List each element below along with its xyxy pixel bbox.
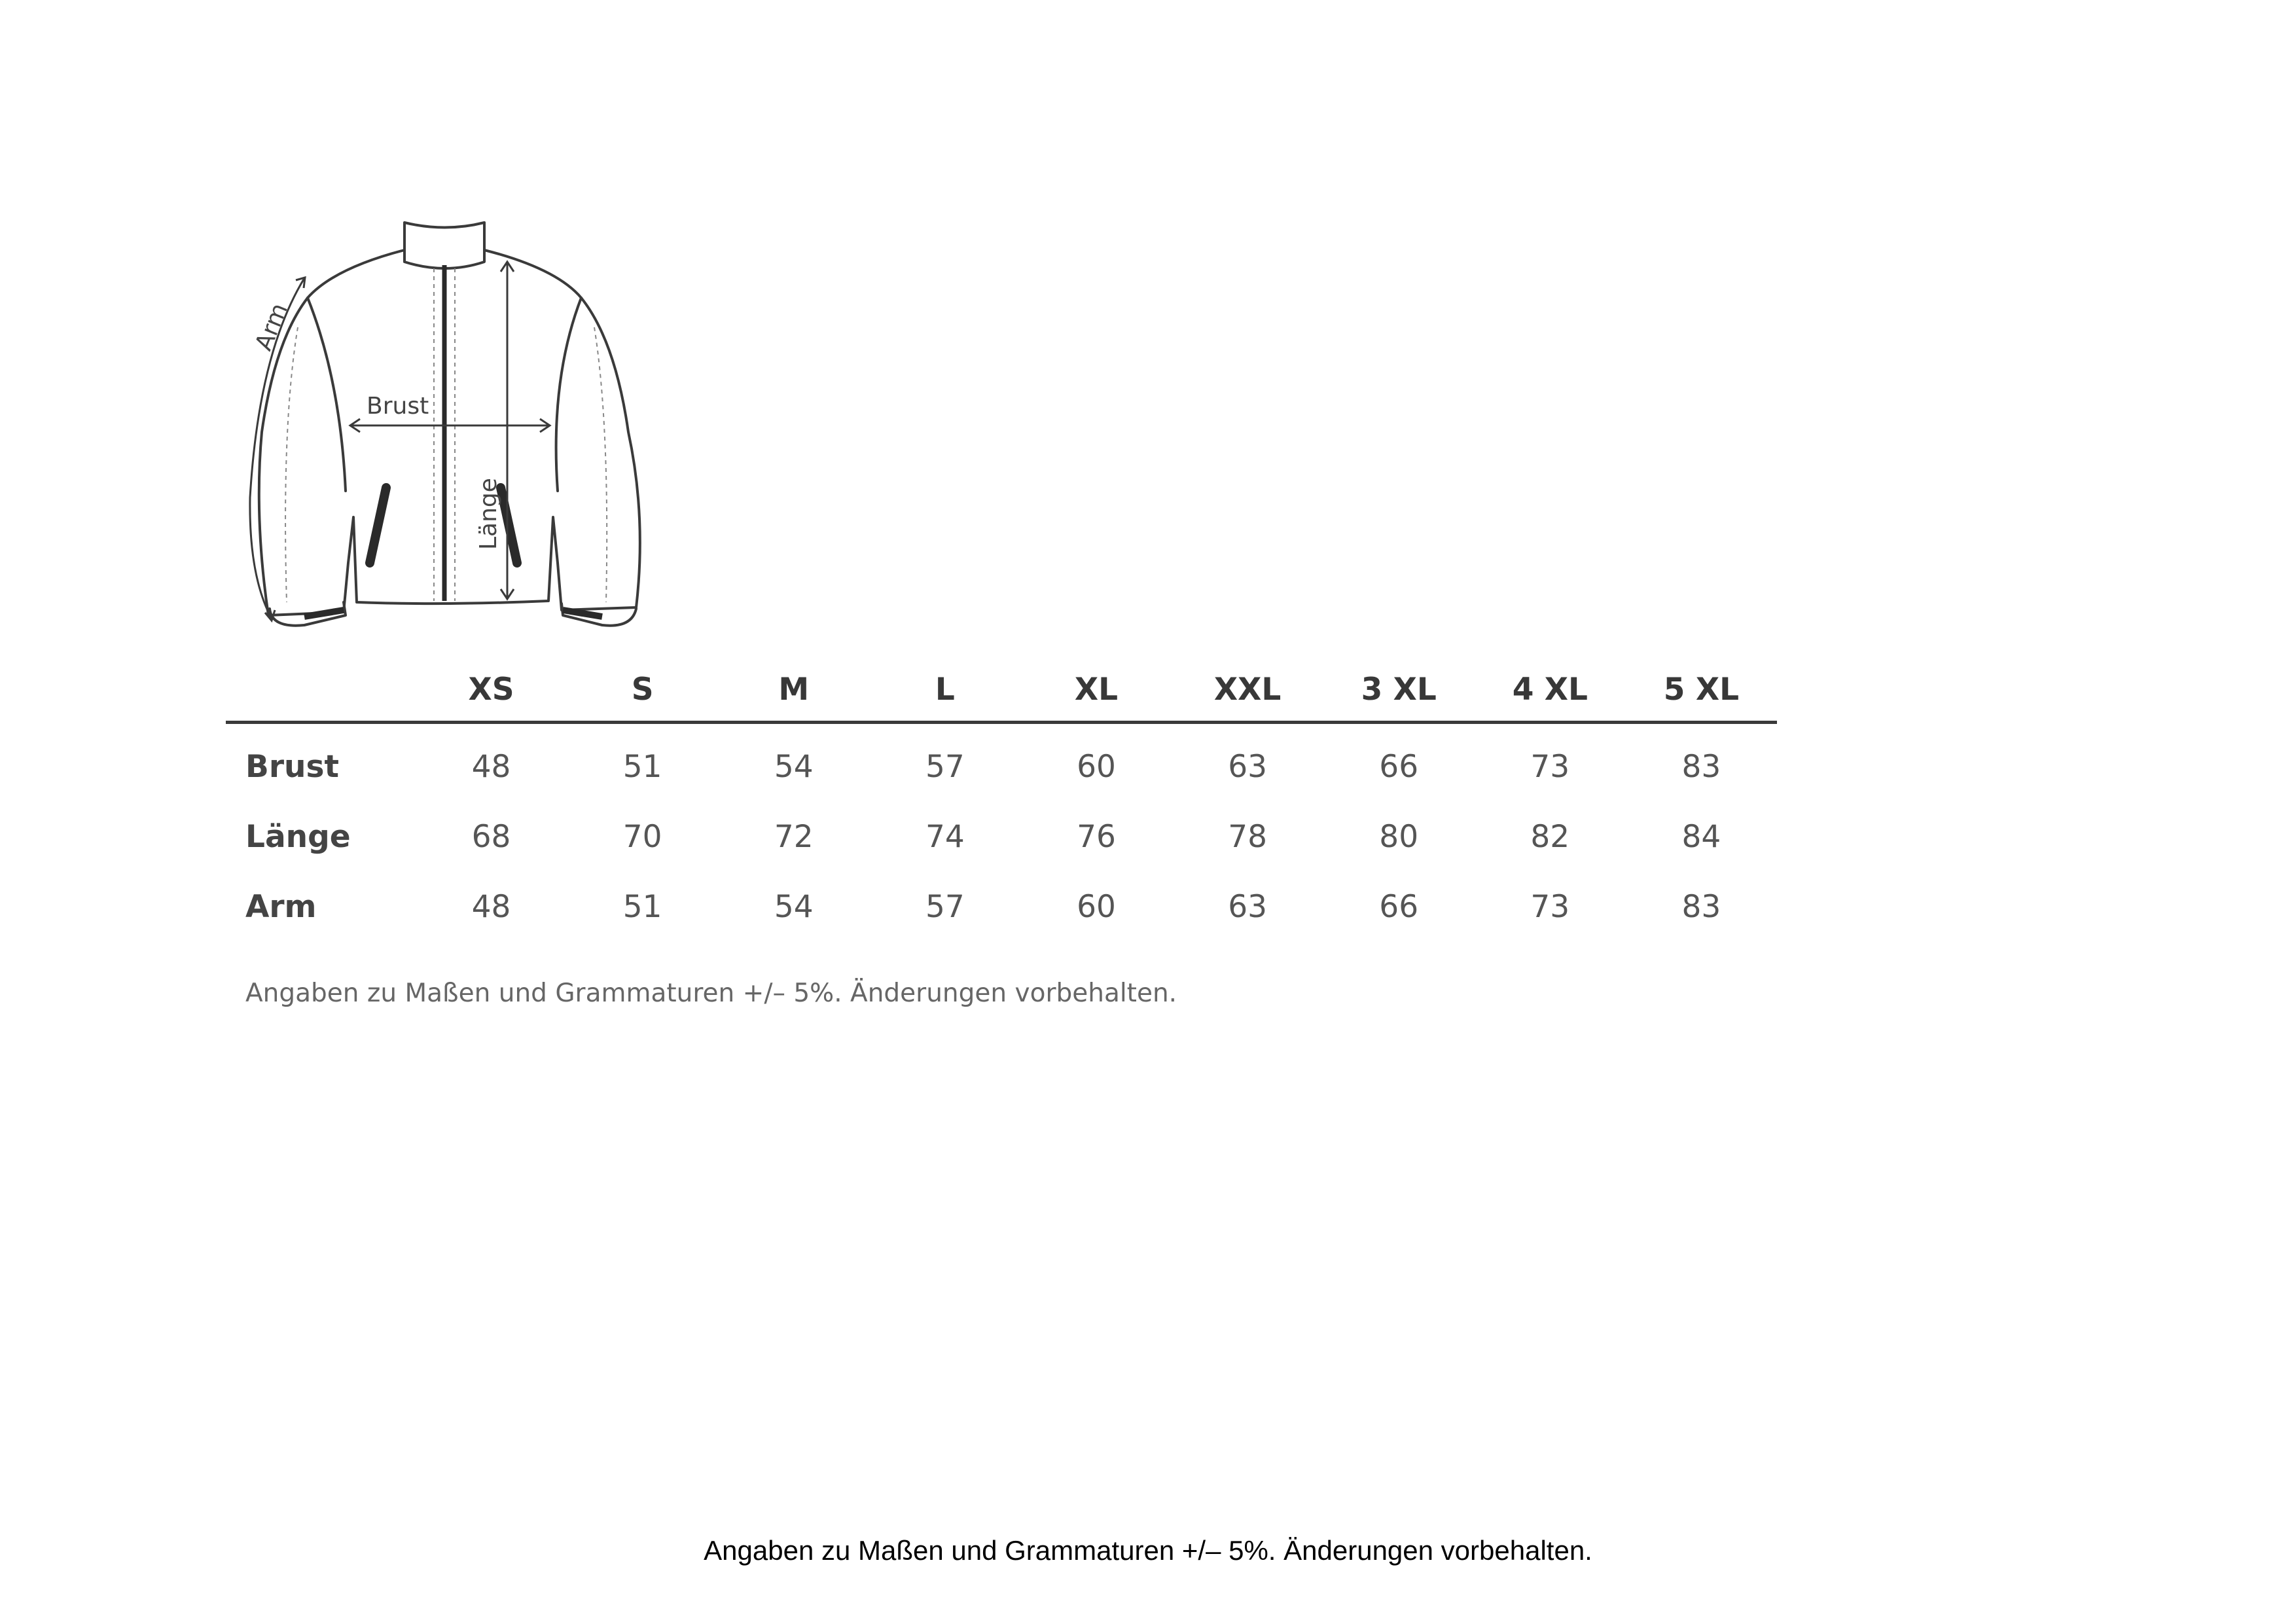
size-header-row xyxy=(226,658,1777,723)
table-cell: 82 xyxy=(1530,819,1570,855)
right-pocket xyxy=(501,488,517,563)
size-header: XS xyxy=(416,658,567,723)
table-cell: 80 xyxy=(1379,819,1419,855)
left-armhole xyxy=(308,298,346,491)
table-row-brust xyxy=(226,723,1777,803)
label-laenge: Länge xyxy=(475,478,502,550)
row-label: Arm xyxy=(245,889,317,925)
table-cell: 54 xyxy=(774,749,814,785)
size-header: M xyxy=(718,658,869,723)
table-cell: 68 xyxy=(471,819,511,855)
table-cell: 51 xyxy=(622,889,662,925)
footer-tolerance-note: Angaben zu Maßen und Grammaturen +/– 5%. Änderungen vorbehalten. xyxy=(704,1535,1592,1566)
table-cell: 48 xyxy=(471,749,511,785)
table-cell: 60 xyxy=(1077,749,1116,785)
table-cell: 60 xyxy=(1077,889,1116,925)
table-cell: 70 xyxy=(622,819,662,855)
table-cell: 73 xyxy=(1530,749,1570,785)
table-cell: 51 xyxy=(622,749,662,785)
table-cell: 84 xyxy=(1681,819,1721,855)
jacket-measurement-diagram xyxy=(236,209,641,641)
table-cell: 78 xyxy=(1228,819,1267,855)
table-cell: 73 xyxy=(1530,889,1570,925)
jacket-collar xyxy=(404,223,484,268)
size-header: XXL xyxy=(1172,658,1323,723)
left-pocket xyxy=(370,488,386,563)
table-cell: 48 xyxy=(471,889,511,925)
jacket-outline xyxy=(259,250,640,615)
size-table xyxy=(226,658,1777,942)
table-cell: 57 xyxy=(925,749,965,785)
table-cell: 54 xyxy=(774,889,814,925)
table-row-arm xyxy=(226,872,1777,942)
header-corner xyxy=(226,658,416,723)
size-header: 4 XL xyxy=(1475,658,1626,723)
table-cell: 76 xyxy=(1077,819,1116,855)
row-label: Länge xyxy=(245,819,351,855)
table-cell: 83 xyxy=(1681,749,1721,785)
label-arm: Arm xyxy=(250,299,294,355)
label-brust: Brust xyxy=(367,393,429,420)
size-header: L xyxy=(869,658,1020,723)
size-header: 3 XL xyxy=(1323,658,1475,723)
table-cell: 63 xyxy=(1228,889,1267,925)
table-cell: 66 xyxy=(1379,749,1419,785)
table-cell: 63 xyxy=(1228,749,1267,785)
table-cell: 57 xyxy=(925,889,965,925)
table-cell: 83 xyxy=(1681,889,1721,925)
table-row-laenge xyxy=(226,802,1777,872)
row-label: Brust xyxy=(245,749,339,785)
tolerance-note: Angaben zu Maßen und Grammaturen +/– 5%. Änderungen vorbehalten. xyxy=(245,979,1177,1008)
table-cell: 72 xyxy=(774,819,814,855)
size-header: S xyxy=(567,658,718,723)
size-header: XL xyxy=(1020,658,1172,723)
right-armhole xyxy=(556,298,581,491)
size-header: 5 XL xyxy=(1626,658,1777,723)
table-cell: 74 xyxy=(925,819,965,855)
table-cell: 66 xyxy=(1379,889,1419,925)
